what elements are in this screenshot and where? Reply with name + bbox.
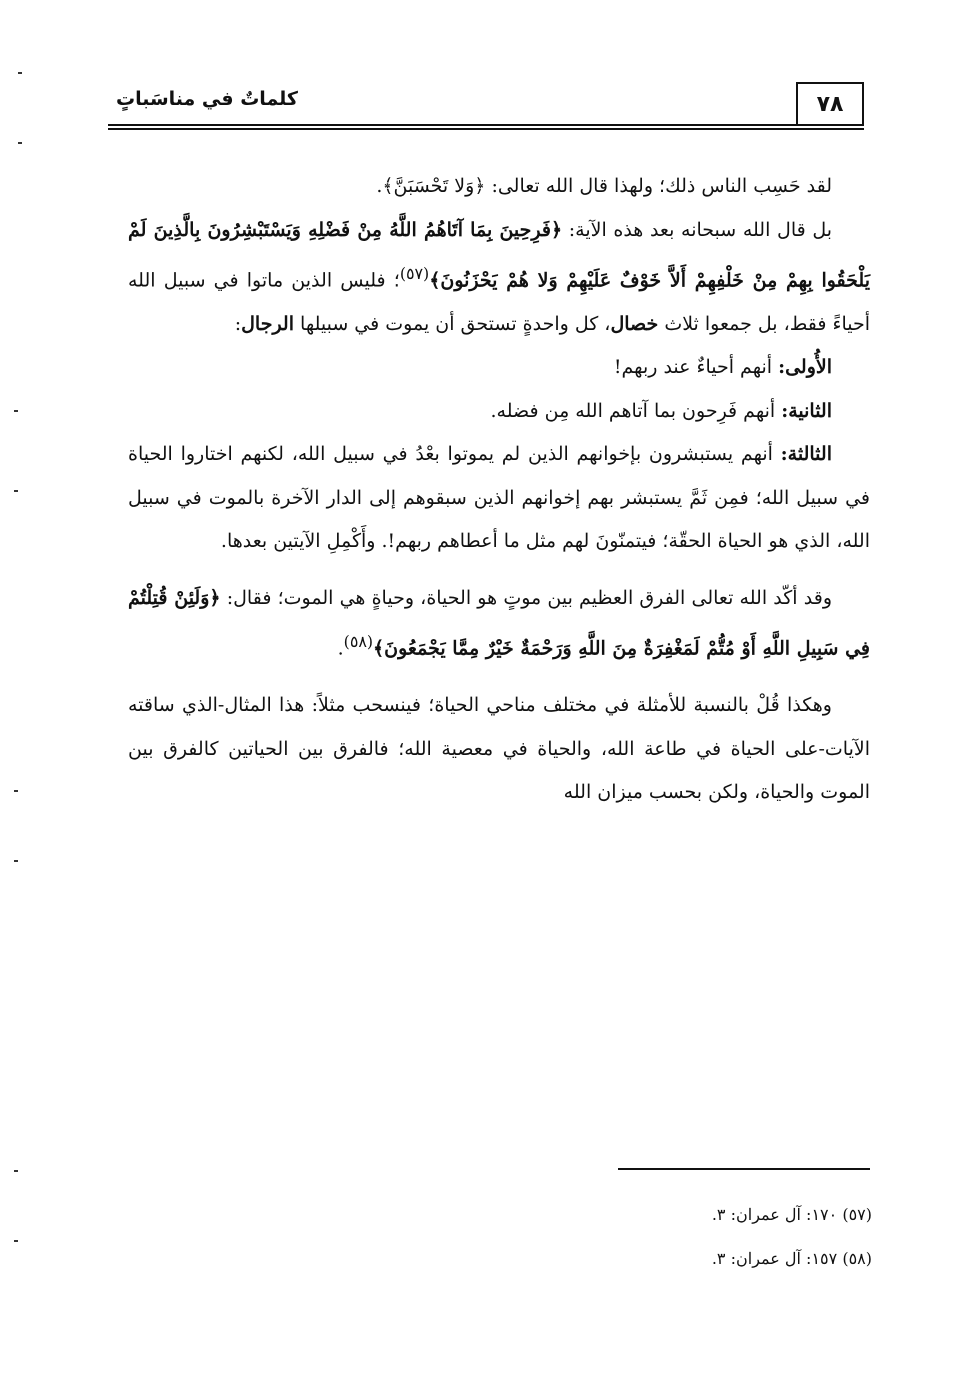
paragraph-3-end: . (337, 637, 344, 660)
point-second (128, 390, 870, 434)
scan-speck (18, 142, 22, 144)
paragraph-2-colon: : (234, 312, 242, 335)
paragraph-2-intro: بل قال الله سبحانه بعد هذه الآية: (562, 218, 833, 241)
footnotes (500, 1193, 872, 1281)
body-text (128, 165, 870, 815)
point-first-label: الأُولى: (778, 356, 832, 379)
point-second-label: الثانية: (781, 399, 832, 422)
footnote-58: (٥٨) ١٥٧: آل عمران: ٣. (711, 1249, 872, 1268)
scan-speck (14, 1170, 18, 1172)
paragraph-4: وهكذا قُلْ بالنسبة للأمثلة في مختلف مناحي الحياة؛ فينسحب مثلاً: هذا المثال-الذي ساقته الآيات-على الحياة في طاعة الله، والحياة في معصية الله؛ فالفرق بين الحياتين كالفرق بين الموت والحياة، ولكن بحسب ميزان الله (128, 694, 870, 804)
scan-speck (14, 490, 18, 492)
scan-speck (14, 860, 18, 862)
running-title: كلماتٌ في مناسَباتٍ (116, 88, 298, 110)
paragraph-2 (128, 209, 870, 347)
point-second-text: أنهم فَرِحون بما آتاهم الله مِن فضله. (490, 399, 782, 422)
paragraph-2-body: ؛ فليس الذين ماتوا في سبيل الله أحياءً فقط، بل جمعوا ثلاث (128, 269, 870, 335)
bold-rijal: الرجال (241, 312, 294, 335)
paragraph-3-intro: وقد أكّد الله تعالى الفرق العظيم بين موتٍ هو الحياة، وحياةٍ هي الموت؛ فقال: (220, 586, 832, 609)
footnote-ref-58: (٥٨) (343, 632, 374, 652)
quran-verse-2: ﴿وَلَئِنْ قُتِلْتُمْ فِي سَبِيلِ اللَّهِ أَوْ مُتُّمْ لَمَغْفِرَةٌ مِنَ اللَّهِ وَرَحْمَةٌ خَيْرٌ مِمَّا يَجْمَعُونَ﴾ (128, 586, 870, 660)
scan-speck (14, 410, 18, 412)
paragraph-1: لقد حَسِب الناس ذلك؛ ولهذا قال الله تعالى: ﴿وَلا تَحْسَبَنَّ﴾. (376, 175, 832, 197)
point-first (128, 346, 870, 390)
quran-verse-1: ﴿فَرِحِينَ بِمَا آتَاهُمُ اللَّهُ مِنْ فَضْلِهِ وَيَسْتَبْشِرُونَ بِالَّذِينَ لَمْ يَلْحَقُوا بِهِمْ مِنْ خَلْفِهِمْ أَلاَّ خَوْفٌ عَلَيْهِمْ وَلا هُمْ يَحْزَنُونَ﴾ (128, 218, 870, 292)
scan-speck (14, 1240, 18, 1242)
paragraph-3 (128, 577, 870, 671)
header-rule (108, 124, 864, 126)
page-header (108, 82, 864, 130)
footnote-57: (٥٧) ١٧٠: آل عمران: ٣. (711, 1205, 872, 1224)
point-third-label: الثالثة: (780, 443, 832, 466)
footnote-ref-57: (٥٧) (399, 264, 430, 283)
footnote-separator (618, 1168, 870, 1170)
header-rule-double (108, 128, 864, 130)
point-first-text: أنهم أحياءٌ عند ربهم! (613, 356, 779, 379)
bold-khisal: خصال (610, 312, 659, 335)
point-third-text: أنهم يستبشرون بإخوانهم الذين لم يموتوا بعْدُ في سبيل الله، لكنهم اختاروا الحياة في سبيل الله؛ فمِن ثَمَّ يستبشر بهم إخوانهم الذين سبقوهم إلى الدار الآخرة بالموت في سبيل الله، الذي هو الحياة الحقّة؛ فيتمنّونَ لهم مثل ما أعطاهم ربهم!. وأَكْمِلِ الآيتين بعدها. (128, 443, 870, 553)
scan-speck (18, 72, 22, 74)
paragraph-2-cont: ، كل واحدةٍ تستحق أن يموت في سبيلها (294, 312, 611, 335)
page-number: ٧٨ (796, 82, 864, 126)
scan-speck (14, 790, 18, 792)
point-third (128, 433, 870, 564)
